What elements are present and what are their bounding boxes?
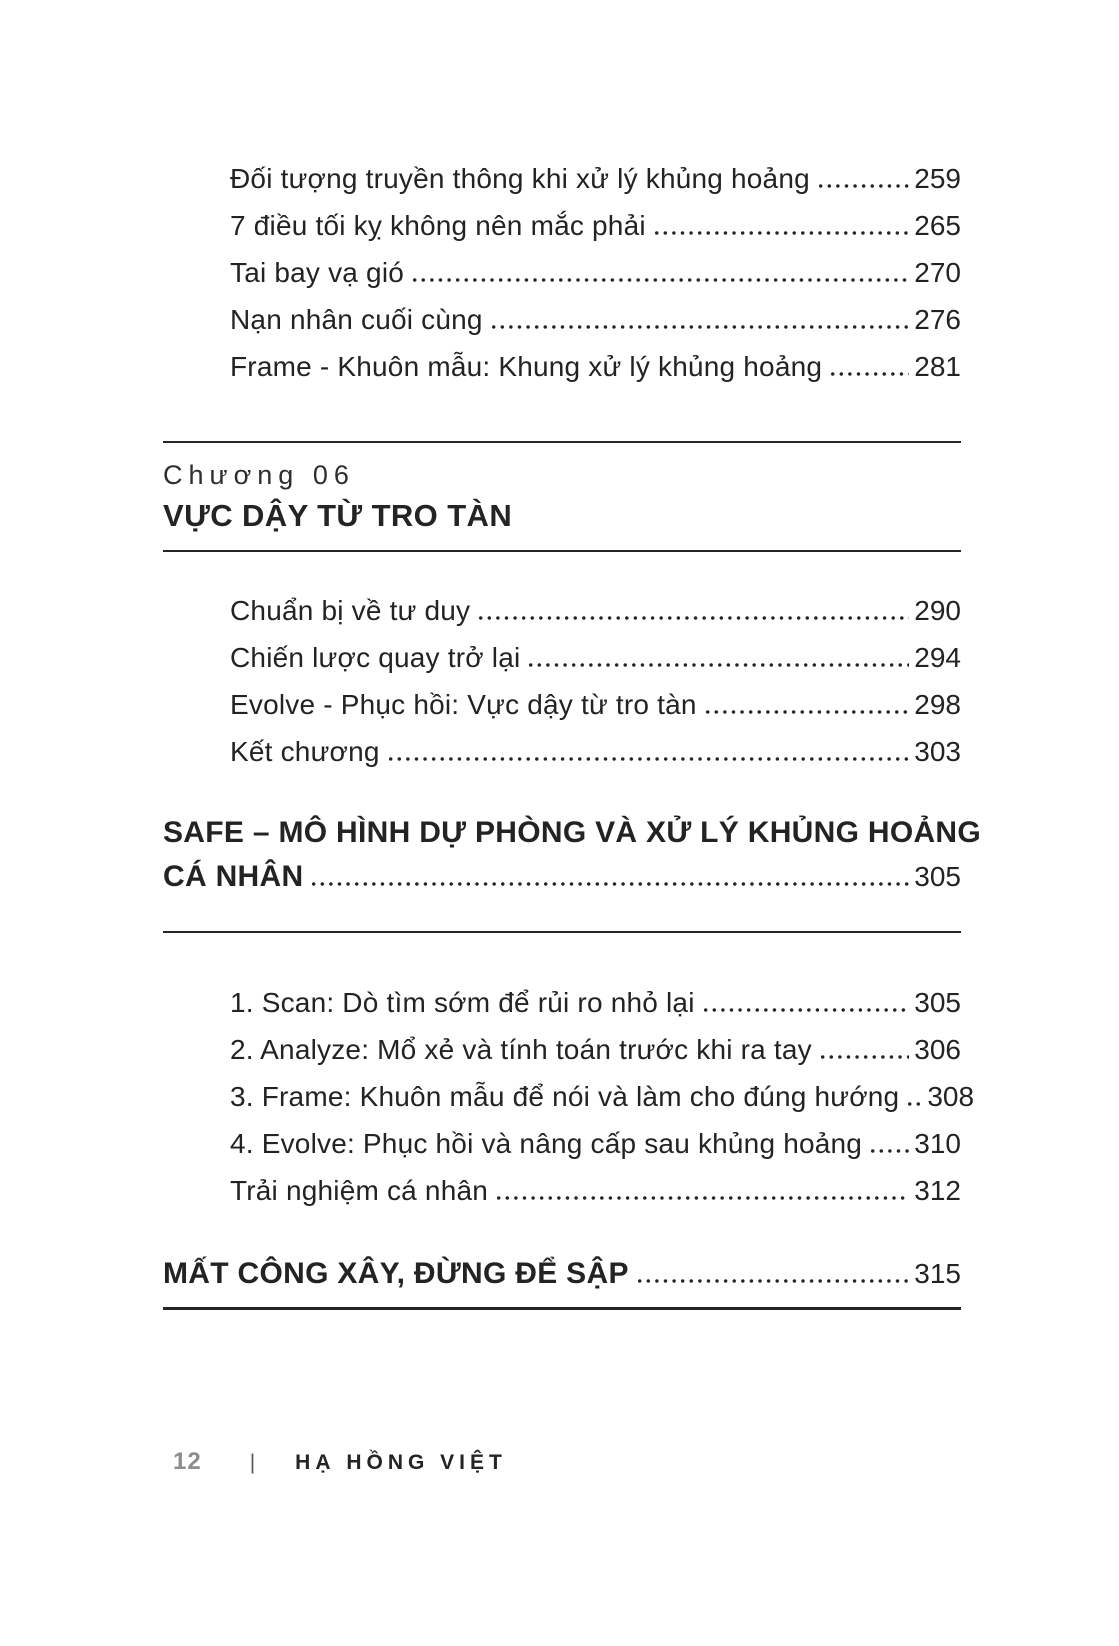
- toc-item-label: 1. Scan: Dò tìm sớm để rủi ro nhỏ lại: [230, 987, 695, 1018]
- toc-row: [163, 681, 961, 728]
- dot-leader: [706, 710, 910, 714]
- toc-group-previous-chapter: [163, 155, 961, 390]
- toc-item-page: 303: [914, 736, 961, 767]
- dot-leader: [704, 1008, 910, 1012]
- toc-item-label: Tai bay vạ gió: [230, 257, 405, 288]
- chapter-title: VỰC DẬY TỪ TRO TÀN: [163, 498, 513, 533]
- toc-group-chapter-06: [163, 587, 961, 775]
- toc-row: [163, 296, 961, 343]
- toc-row: [163, 587, 961, 634]
- section-divider-bottom: [163, 550, 961, 552]
- section-divider-final: [163, 1307, 961, 1310]
- safe-section-title-row: [163, 855, 961, 899]
- toc-item-page: 310: [914, 1128, 961, 1159]
- toc-row: [163, 634, 961, 681]
- toc-row: [163, 1026, 961, 1073]
- final-section-title: MẤT CÔNG XÂY, ĐỪNG ĐỂ SẬP: [163, 1257, 629, 1290]
- footer-author-name: HẠ HỒNG VIỆT: [295, 1451, 507, 1474]
- toc-item-page: 265: [914, 210, 961, 241]
- toc-row: [163, 1167, 961, 1214]
- dot-leader: [529, 663, 909, 667]
- toc-item-label: Chuẩn bị về tư duy: [230, 595, 471, 626]
- final-section-row: [163, 1252, 961, 1298]
- toc-item-page: 276: [914, 304, 961, 335]
- toc-item-page: 290: [914, 595, 961, 626]
- dot-leader: [497, 1196, 909, 1200]
- toc-item-page: 305: [914, 987, 961, 1018]
- toc-item-label: Trải nghiệm cá nhân: [230, 1175, 489, 1206]
- toc-item-label: 4. Evolve: Phục hồi và nâng cấp sau khủng hoảng: [230, 1128, 863, 1159]
- toc-row: [163, 202, 961, 249]
- final-section-page: 315: [914, 1258, 961, 1289]
- toc-item-page: 294: [914, 642, 961, 673]
- toc-item-label: Kết chương: [230, 736, 380, 767]
- toc-item-label: 3. Frame: Khuôn mẫu để nói và làm cho đúng hướng: [230, 1081, 900, 1112]
- safe-section-title-line2: CÁ NHÂN: [163, 860, 304, 893]
- toc-row: [163, 249, 961, 296]
- safe-section-page: 305: [914, 861, 961, 892]
- chapter-06-heading-block: [163, 441, 961, 552]
- safe-section-heading-block: [163, 811, 982, 933]
- dot-leader: [492, 325, 910, 329]
- toc-item-label: Frame - Khuôn mẫu: Khung xử lý khủng hoảng: [230, 351, 823, 382]
- dot-leader: [821, 1055, 909, 1059]
- toc-item-page: 312: [914, 1175, 961, 1206]
- dot-leader: [831, 372, 909, 376]
- dot-leader: [413, 278, 909, 282]
- dot-leader: [389, 757, 910, 761]
- section-divider: [163, 931, 961, 933]
- toc-item-page: 270: [914, 257, 961, 288]
- section-divider-top: [163, 441, 961, 443]
- toc-item-page: 259: [914, 163, 961, 194]
- toc-row: [163, 343, 961, 390]
- toc-group-safe-model: [163, 979, 975, 1214]
- toc-item-label: Nạn nhân cuối cùng: [230, 304, 483, 335]
- toc-row: [163, 1073, 975, 1120]
- page-footer: [163, 1448, 961, 1476]
- dot-leader: [655, 231, 910, 235]
- footer-separator: |: [249, 1451, 256, 1474]
- dot-leader: [312, 882, 909, 886]
- toc-row: [163, 1120, 961, 1167]
- toc-item-label: 2. Analyze: Mổ xẻ và tính toán trước khi ra tay: [230, 1034, 812, 1065]
- toc-item-label: Đối tượng truyền thông khi xử lý khủng hoảng: [230, 163, 810, 194]
- toc-item-page: 308: [927, 1081, 975, 1112]
- chapter-kicker: Chương 06: [163, 460, 355, 490]
- dot-leader: [871, 1149, 909, 1153]
- toc-item-label: Evolve - Phục hồi: Vực dậy từ tro tàn: [230, 689, 697, 720]
- toc-row: [163, 155, 961, 202]
- dot-leader: [638, 1279, 910, 1283]
- toc-item-label: Chiến lược quay trở lại: [230, 642, 521, 673]
- safe-section-title-line1: SAFE – MÔ HÌNH DỰ PHÒNG VÀ XỬ LÝ KHỦNG HOẢNG: [163, 816, 982, 849]
- toc-item-page: 306: [914, 1034, 961, 1065]
- final-section-block: [163, 1252, 961, 1310]
- dot-leader: [819, 184, 909, 188]
- toc-item-label: 7 điều tối kỵ không nên mắc phải: [230, 210, 646, 241]
- toc-item-page: 281: [914, 351, 961, 382]
- dot-leader: [479, 616, 909, 620]
- toc-item-page: 298: [914, 689, 961, 720]
- dot-leader: [908, 1102, 922, 1106]
- toc-row: [163, 728, 961, 775]
- toc-row: [163, 979, 961, 1026]
- footer-page-number: 12: [173, 1448, 202, 1475]
